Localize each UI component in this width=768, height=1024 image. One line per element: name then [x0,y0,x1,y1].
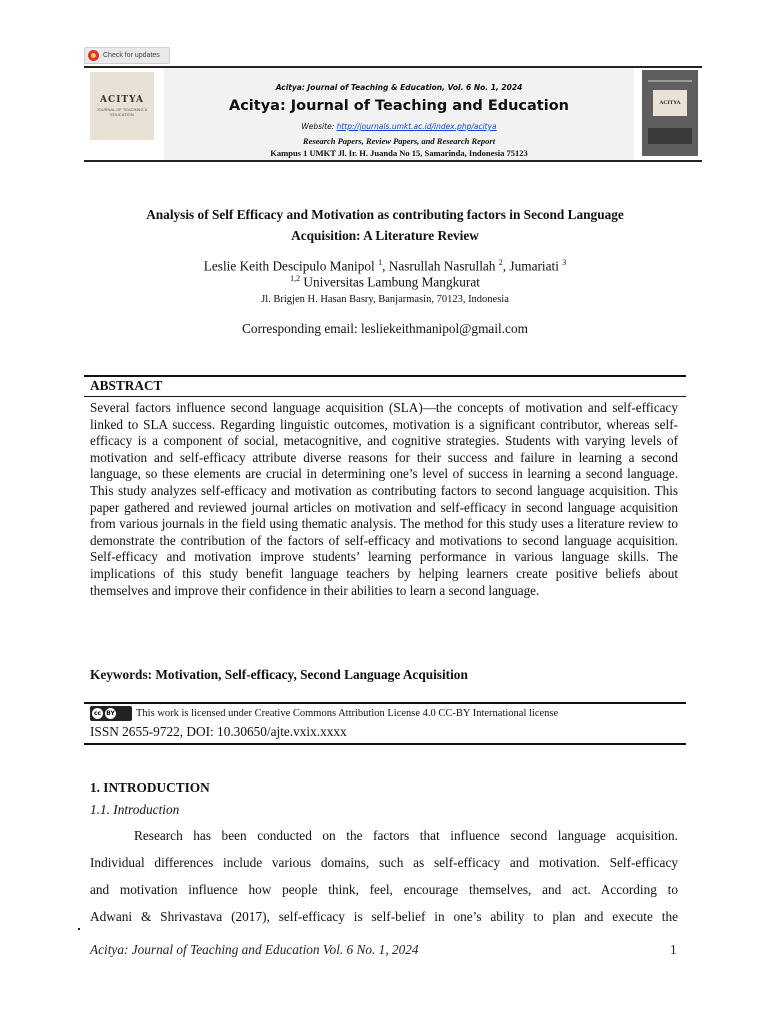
intro-line: and motivation influence how people think, feel, encourage themselves, and act. According to [90,882,678,897]
journal-article-types: Research Papers, Review Papers, and Research Report [302,136,496,146]
title-line-2: Acquisition: A Literature Review [291,228,479,243]
affiliation [90,274,680,290]
affiliation-address: Jl. Brigjen H. Hasan Basry, Banjarmasin, 70123, Indonesia [261,294,509,305]
abstract-heading: ABSTRACT [90,378,163,393]
journal-citation: Acitya: Journal of Teaching & Education, Vol. 6 No. 1, 2024 [275,83,523,92]
author-1-affil: 1 [378,258,383,267]
check-for-updates-button[interactable] [84,47,170,64]
keywords: Keywords: Motivation, Self-efficacy, Second Language Acquisition [90,667,468,682]
license-row [90,706,558,721]
journal-website [164,122,634,131]
journal-cover-thumbnail [642,70,698,156]
abstract-top-rule [84,375,686,377]
cover-footer-band [648,128,692,144]
license-text: This work is licensed under Creative Commons Attribution License 4.0 CC-BY International license [136,708,559,719]
intro-line: Adwani & Shrivastava (2017), self-efficacy is self-belief in one’s ability to plan and execute the [90,909,678,924]
corresponding-email: Corresponding email: lesliekeithmanipol@gmail.com [242,321,528,336]
author-3-affil: 3 [562,258,567,267]
check-for-updates-label: Check for updates [103,52,160,59]
subsection-heading: 1.1. Introduction [90,802,180,817]
introduction-body [90,822,678,930]
issn-doi: ISSN 2655-9722, DOI: 10.30650/ajte.vxix.xxxx [90,724,347,739]
by-icon: BY [106,710,115,717]
journal-title: Acitya: Journal of Teaching and Education [228,98,569,114]
cc-icon: cc [93,710,102,717]
license-bottom-rule [84,743,686,745]
abstract-heading-rule [84,396,686,397]
margin-dot [78,928,80,930]
section-heading: 1. INTRODUCTION [90,780,210,795]
journal-header [84,68,702,160]
intro-line: Individual differences include various domains, such as self-efficacy and motivation. Self-efficacy [90,855,678,870]
page-number: 1 [670,942,677,957]
article-title [90,204,680,246]
author-2-affil: 2 [498,258,503,267]
logo-subtext: JOURNAL OF TEACHING & EDUCATION [96,107,148,117]
author-3: , Jumariati [502,258,563,274]
affiliation-name: Universitas Lambung Mangkurat [300,274,480,290]
journal-logo [90,72,154,140]
website-label: Website: [301,122,337,131]
logo-text: ACITYA [100,95,144,105]
author-list [90,258,680,274]
cc-by-badge[interactable] [90,706,132,721]
intro-line: Research has been conducted on the factors that influence second language acquisition. [134,828,678,843]
cover-band [648,80,692,82]
header-bottom-rule [84,160,702,162]
title-line-1: Analysis of Self Efficacy and Motivation as contributing factors in Second Language [146,207,624,222]
website-link[interactable]: http://journals.umkt.ac.id/index.php/acitya [336,122,497,131]
affiliation-marker: 1,2 [290,274,301,283]
header-info [164,68,634,160]
cover-logo: ACITYA [653,90,687,116]
journal-address: Kampus 1 UMKT Jl. Ir. H. Juanda No 15, Samarinda, Indonesia 75123 [270,148,528,158]
author-2: , Nasrullah Nasrullah [382,258,499,274]
abstract-body: Several factors influence second language acquisition (SLA)—the concepts of motivation and self-efficacy linked to SLA success. Regarding linguistic outcomes, motivation is a significant contributor, whereas self-efficacy is a component of social, metacognitive, and cognitive strategies. Students with varying levels of motivation and self-efficacy attribute diverse reasons for their success and failure in learning a second language, so these elements are crucial in determining one’s level of success in learning a second language. This study analyzes self-efficacy and motivation as contributing factors to second language acquisition. This paper gathered and reviewed journal articles on motivation and self-efficacy in second language acquisition from various journals in the field using thematic analysis. The method for this study uses a literature review to demonstrate the contribution of the factors of self-efficacy and motivations to second language acquisition. Self-efficacy and motivation improve students’ learning performance in various language skills. The implications of this study benefit language teachers by helping learners create positive beliefs about themselves and improve their confidence in their abilities to learn a second language. [90,400,678,598]
page-footer-journal: Acitya: Journal of Teaching and Education Vol. 6 No. 1, 2024 [90,942,419,957]
license-top-rule [84,702,686,704]
author-1: Leslie Keith Descipulo Manipol [203,258,379,274]
update-icon [88,50,99,61]
